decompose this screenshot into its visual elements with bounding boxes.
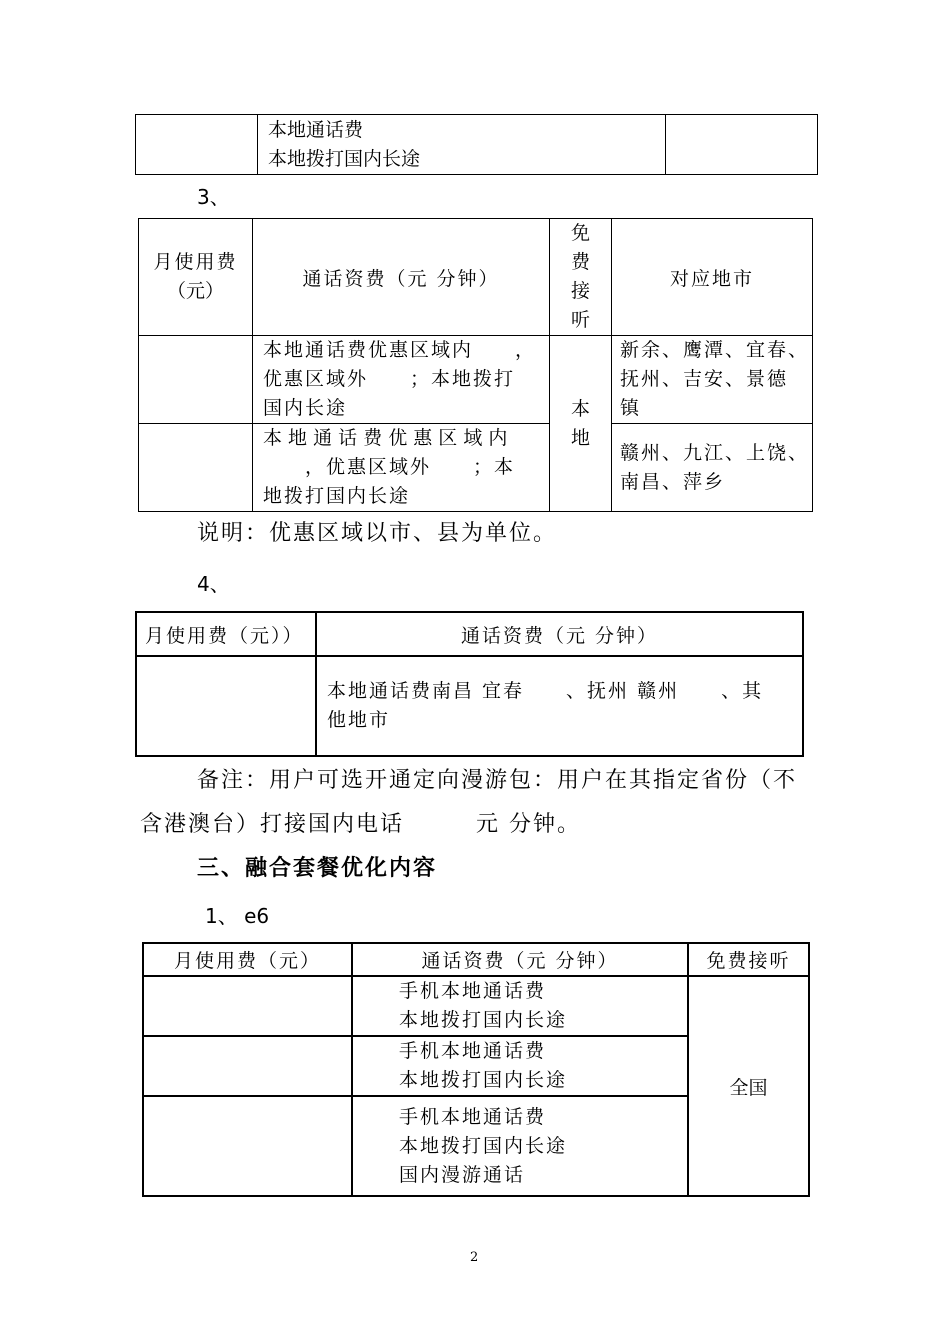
free-local: 本 地	[550, 336, 612, 512]
table-e6	[142, 942, 810, 1197]
table-top	[135, 114, 818, 175]
remark-line-1: 备注：用户可选开通定向漫游包：用户在其指定省份（不	[197, 768, 798, 793]
header-fee: 月使用费 （元）	[139, 219, 253, 336]
row2-cities: 赣州、九江、上饶、 南昌、萍乡	[612, 424, 813, 512]
e6-row3-fee	[143, 1096, 352, 1196]
table-3	[138, 218, 813, 512]
page-number: 2	[470, 1250, 479, 1265]
t4-row-fee	[136, 656, 316, 756]
header-rate: 通话资费（元 分钟）	[253, 219, 550, 336]
row2-fee	[139, 424, 253, 512]
t4-row-rate: 本地通话费南昌 宜春 、抚州 赣州 、其 他地市	[316, 656, 803, 756]
e6-row2-fee	[143, 1036, 352, 1096]
table-4	[135, 611, 804, 757]
row1-rate: 本地通话费优惠区域内 ， 优惠区域外 ；本地拨打 国内长途	[253, 336, 550, 424]
header-city: 对应地市	[612, 219, 813, 336]
t4-header-fee: 月使用费（元））	[136, 612, 316, 656]
note-3: 说明：优惠区域以市、县为单位。	[197, 521, 558, 546]
e6-row1-rate: 手机本地通话费 本地拨打国内长途	[352, 976, 688, 1036]
heading-4: 4、	[197, 572, 230, 596]
t4-header-rate: 通话资费（元 分钟）	[316, 612, 803, 656]
header-free: 免 费 接 听	[550, 219, 612, 336]
remark-line-2: 含港澳台）打接国内电话 元 分钟。	[140, 812, 581, 837]
e6-header-free: 免费接听	[688, 943, 809, 976]
e6-row1-fee	[143, 976, 352, 1036]
top-rate-cell	[258, 115, 666, 175]
rate-line: 本地通话费	[268, 118, 364, 141]
heading-e6: 1、 e6	[205, 904, 270, 928]
row1-fee	[139, 336, 253, 424]
rate-line: 本地拨打国内长途	[268, 147, 421, 170]
e6-free-national: 全国	[688, 976, 809, 1196]
e6-header-fee: 月使用费（元）	[143, 943, 352, 976]
e6-row2-rate: 手机本地通话费 本地拨打国内长途	[352, 1036, 688, 1096]
e6-header-rate: 通话资费（元 分钟）	[352, 943, 688, 976]
top-free-cell	[666, 115, 818, 175]
row1-cities: 新余、鹰潭、宜春、 抚州、吉安、景德 镇	[612, 336, 813, 424]
e6-row3-rate: 手机本地通话费 本地拨打国内长途 国内漫游通话	[352, 1096, 688, 1196]
heading-3: 3、	[197, 185, 230, 209]
row2-rate: 本 地 通 话 费 优 惠 区 域 内 ，优惠区域外 ；本 地拨打国内长途	[253, 424, 550, 512]
section-3-title: 三、融合套餐优化内容	[197, 856, 438, 881]
top-fee-cell	[136, 115, 258, 175]
